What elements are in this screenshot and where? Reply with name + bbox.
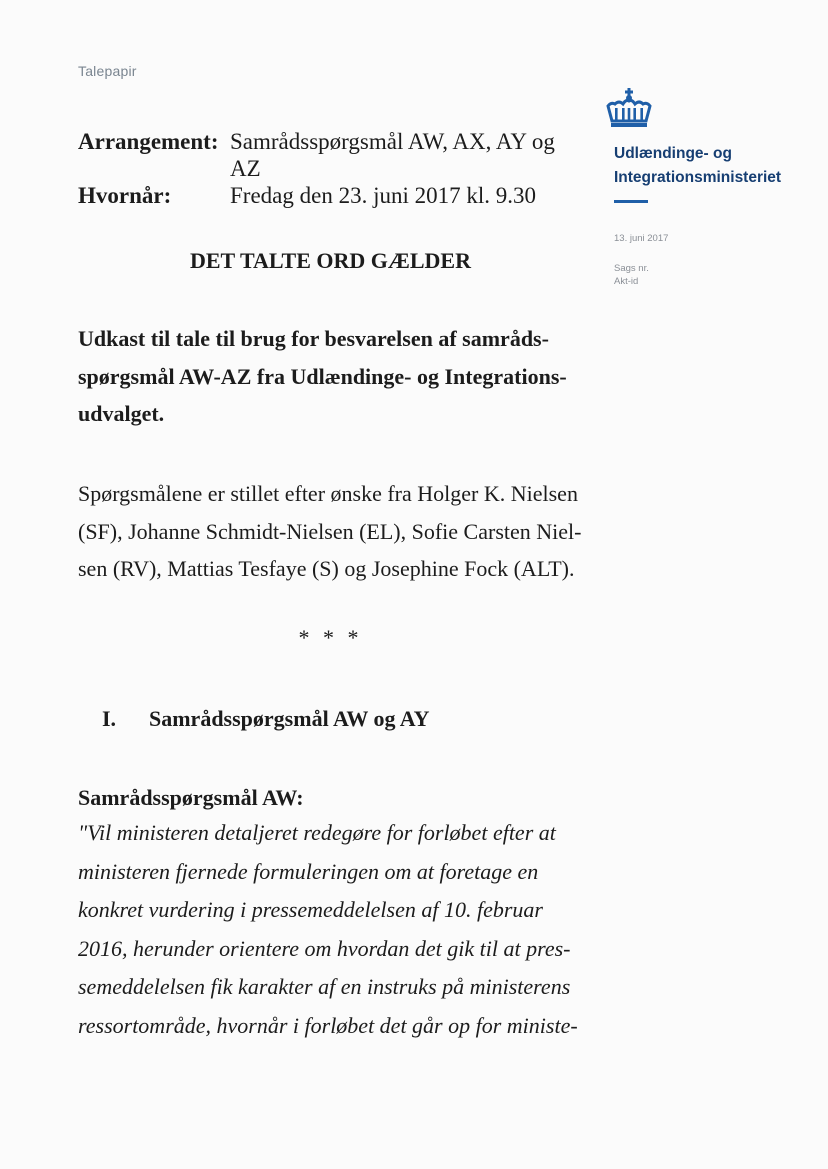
quote-line: 2016, herunder orientere om hvordan det gik til at pres-: [78, 935, 571, 961]
paragraph-line: sen (RV), Mattias Tesfaye (S) og Josephine Fock (ALT).: [78, 556, 575, 581]
section-title: Samrådsspørgsmål AW og AY: [149, 706, 430, 731]
subsection-heading: Samrådsspørgsmål AW:: [78, 785, 304, 810]
paragraph-line: (SF), Johanne Schmidt-Nielsen (EL), Sofie Carsten Niel-: [78, 518, 582, 544]
crown-icon: [605, 88, 653, 135]
paragraph-line: Spørgsmålene er stillet efter ønske fra Holger K. Nielsen: [78, 481, 578, 506]
intro-line: spørgsmål AW-AZ fra Udlændinge- og Integrations-: [78, 363, 567, 389]
quote-line: ministeren fjernede formuleringen om at foretage en: [78, 858, 539, 884]
ministry-name: [614, 142, 781, 190]
intro-heading: [78, 320, 588, 433]
quote-line: semeddelelsen fik karakter af en instruks på ministerens: [78, 974, 571, 999]
ministry-name-line: Integrationsministeriet: [614, 169, 782, 186]
quote-line: ressortområde, hvornår i forløbet det går op for ministe-: [78, 1012, 578, 1038]
spoken-word-notice: DET TALTE ORD GÆLDER: [190, 248, 471, 273]
arrangement-label: Arrangement:: [78, 129, 219, 154]
question-quote: [78, 814, 590, 1045]
document-type-label: Talepapir: [78, 63, 137, 79]
intro-line: udvalget.: [78, 401, 165, 426]
section-separator: * * *: [298, 625, 363, 650]
section-number: I.: [102, 706, 117, 731]
questioners-paragraph: [78, 475, 588, 588]
arrangement-value: Samrådsspørgsmål AW, AX, AY og AZ: [230, 129, 555, 181]
sags-nr-label: Sags nr.: [614, 263, 649, 274]
document-date: 13. juni 2017: [614, 233, 669, 244]
akt-id-label: Akt-id: [614, 276, 639, 287]
hvornaar-label: Hvornår:: [78, 183, 172, 208]
brand-rule: [614, 200, 648, 203]
section-heading: [102, 706, 430, 732]
quote-line: "Vil ministeren detaljeret redegøre for forløbet efter at: [78, 820, 556, 845]
quote-line: konkret vurdering i pressemeddelelsen af 10. februar: [78, 897, 543, 922]
ministry-name-line: Udlændinge- og: [614, 145, 732, 162]
hvornaar-value: Fredag den 23. juni 2017 kl. 9.30: [230, 183, 536, 208]
intro-line: Udkast til tale til brug for besvarelsen af samråds-: [78, 326, 549, 351]
